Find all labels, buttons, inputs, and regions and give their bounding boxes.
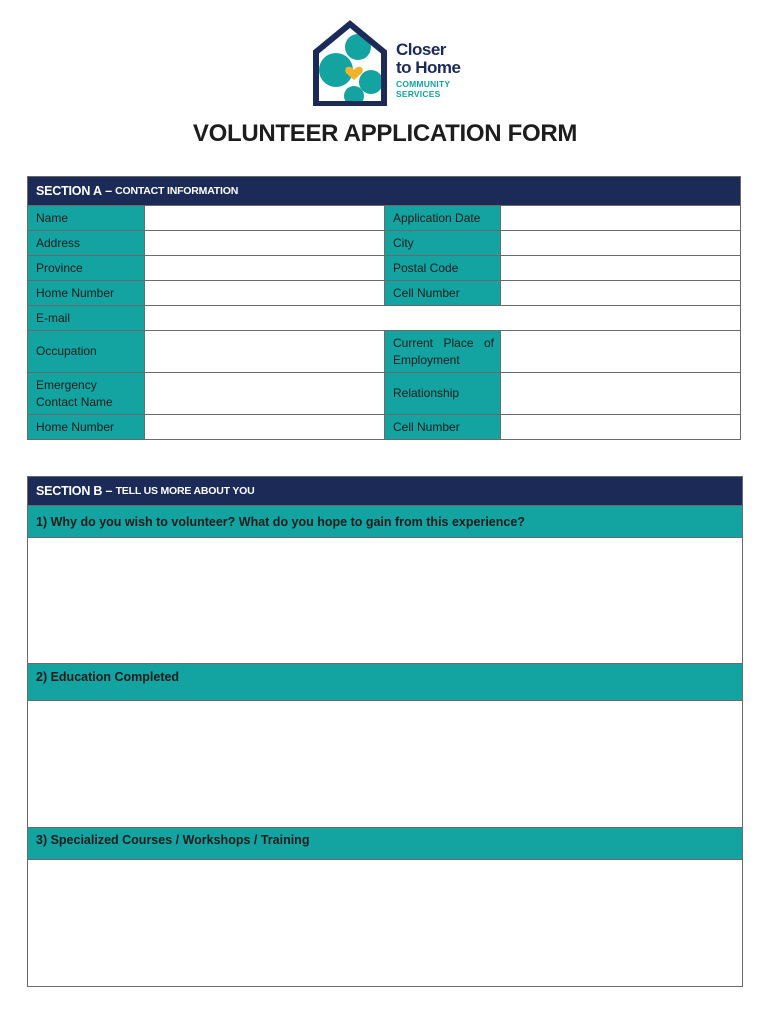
table-row	[28, 305, 740, 330]
section-a-contact-information	[27, 176, 741, 440]
section-b-prefix: SECTION B	[36, 484, 103, 498]
logo-line-2: to Home	[396, 58, 461, 77]
province-field[interactable]	[145, 256, 385, 280]
name-label: Name	[28, 206, 145, 230]
email-label: E-mail	[28, 306, 145, 330]
question-3-answer-area[interactable]	[28, 859, 742, 986]
current-place-of-employment-field[interactable]	[501, 331, 740, 372]
section-b-title: TELL US MORE ABOUT YOU	[115, 485, 255, 497]
question-2-label: 2) Education Completed	[28, 663, 742, 700]
page-title: VOLUNTEER APPLICATION FORM	[192, 120, 578, 147]
section-a-prefix: SECTION A	[36, 184, 102, 198]
city-label: City	[385, 231, 501, 255]
logo-line-3: COMMUNITY	[396, 79, 451, 89]
application-date-label: Application Date	[385, 206, 501, 230]
email-field[interactable]	[145, 306, 740, 330]
city-field[interactable]	[501, 231, 740, 255]
postal-code-field[interactable]	[501, 256, 740, 280]
house-logo-icon	[308, 20, 394, 106]
table-row	[28, 205, 740, 230]
question-3-label: 3) Specialized Courses / Workshops / Training	[28, 827, 742, 859]
home-number-label: Home Number	[28, 281, 145, 305]
section-a-dash: –	[105, 184, 112, 198]
province-label: Province	[28, 256, 145, 280]
home-number-field[interactable]	[145, 281, 385, 305]
postal-code-label: Postal Code	[385, 256, 501, 280]
question-1-label: 1) Why do you wish to volunteer? What do you hope to gain from this experience?	[28, 505, 742, 537]
occupation-field[interactable]	[145, 331, 385, 372]
closer-to-home-logo	[308, 20, 468, 106]
section-b-header	[28, 477, 742, 505]
relationship-field[interactable]	[501, 373, 740, 414]
emergency-contact-name-field[interactable]	[145, 373, 385, 414]
logo-line-1: Closer	[396, 40, 446, 59]
emergency-home-number-field[interactable]	[145, 415, 385, 439]
name-field[interactable]	[145, 206, 385, 230]
application-date-field[interactable]	[501, 206, 740, 230]
logo-wordmark	[396, 41, 461, 98]
emergency-home-number-label: Home Number	[28, 415, 145, 439]
cell-number-field[interactable]	[501, 281, 740, 305]
section-b-tell-us-more	[27, 476, 743, 987]
address-label: Address	[28, 231, 145, 255]
table-row	[28, 372, 740, 414]
section-a-title: CONTACT INFORMATION	[115, 185, 239, 197]
section-b-dash: –	[105, 484, 113, 498]
emergency-cell-number-label: Cell Number	[385, 415, 501, 439]
occupation-label: Occupation	[28, 331, 145, 372]
question-1-answer-area[interactable]	[28, 537, 742, 663]
table-row	[28, 230, 740, 255]
current-place-of-employment-label: Current Place of Employment	[385, 331, 501, 372]
table-row	[28, 255, 740, 280]
relationship-label: Relationship	[385, 373, 501, 414]
question-2-answer-area[interactable]	[28, 700, 742, 827]
table-row	[28, 280, 740, 305]
cell-number-label: Cell Number	[385, 281, 501, 305]
address-field[interactable]	[145, 231, 385, 255]
section-a-header	[28, 177, 740, 205]
emergency-cell-number-field[interactable]	[501, 415, 740, 439]
table-row	[28, 330, 740, 372]
logo-line-4: SERVICES	[396, 88, 441, 99]
emergency-contact-name-label: Emergency Contact Name	[28, 373, 145, 414]
table-row	[28, 414, 740, 439]
